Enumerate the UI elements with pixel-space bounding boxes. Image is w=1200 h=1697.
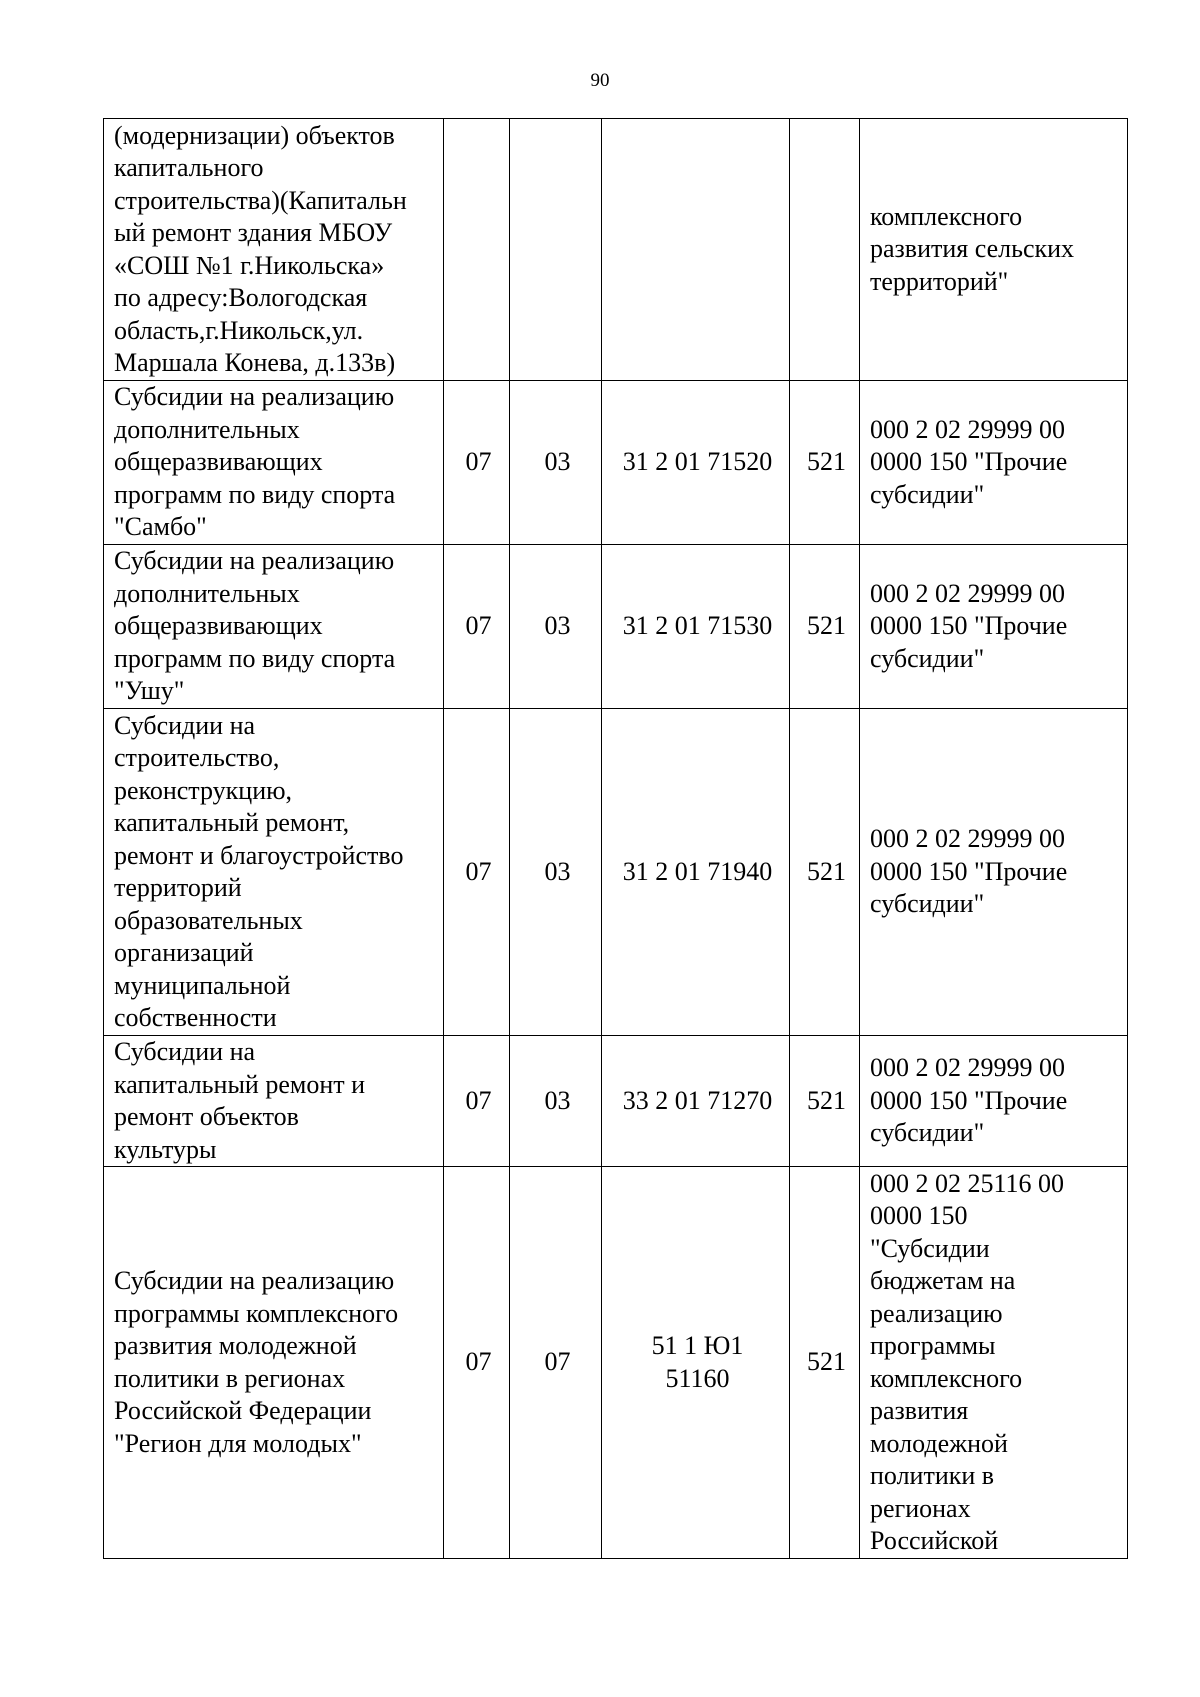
target-code: 33 2 01 71270 <box>622 1085 773 1115</box>
type-cell <box>790 119 860 381</box>
row-name: Субсидии на реализацию дополнительных общеразвивающих программ по виду спорта "Самбо" <box>114 382 396 542</box>
target-code: 31 2 01 71940 <box>622 856 773 886</box>
section-code: 07 <box>465 1347 492 1377</box>
type-cell <box>790 709 860 1036</box>
target-code: 51 1 Ю1 51160 <box>651 1331 744 1393</box>
income-code: комплексного развития сельских территорий" <box>870 201 1075 296</box>
target-cell <box>602 119 790 381</box>
subsection-code: 03 <box>544 611 571 641</box>
subsection-cell <box>510 381 602 545</box>
target-code: 31 2 01 71530 <box>622 611 773 641</box>
income-code: 000 2 02 29999 00 0000 150 "Прочие субсидии" <box>870 824 1068 919</box>
section-cell <box>444 1167 510 1559</box>
target-code: 31 2 01 71520 <box>622 447 773 477</box>
type-code: 521 <box>807 856 846 886</box>
type-code: 521 <box>807 1347 846 1377</box>
section-cell <box>444 1036 510 1167</box>
row-name-cell <box>104 381 444 545</box>
row-name-cell <box>104 1167 444 1559</box>
type-cell <box>790 545 860 709</box>
subsection-cell <box>510 545 602 709</box>
page-number: 90 <box>590 70 610 91</box>
type-cell <box>790 1167 860 1559</box>
table-row <box>104 1036 1128 1167</box>
subsection-cell <box>510 1167 602 1559</box>
row-name: (модернизации) объектов капитального строительства)(Капитальн ый ремонт здания МБОУ «СОШ №1 г.Никольска» по адресу:Вологодская область,г.Никольск,ул. Маршала Конева, д.133в) <box>114 120 407 377</box>
section-cell <box>444 119 510 381</box>
row-name: Субсидии на реализацию программы комплексного развития молодежной политики в регионах Российской Федерации "Регион для молодых" <box>114 1266 399 1458</box>
type-code: 521 <box>807 1085 846 1115</box>
income-cell <box>860 1167 1128 1559</box>
section-code: 07 <box>465 447 492 477</box>
row-name: Субсидии на капитальный ремонт и ремонт объектов культуры <box>114 1037 366 1164</box>
row-name-cell <box>104 1036 444 1167</box>
income-cell <box>860 381 1128 545</box>
table-row <box>104 545 1128 709</box>
row-name-cell <box>104 545 444 709</box>
row-name-cell <box>104 709 444 1036</box>
target-cell <box>602 381 790 545</box>
income-code: 000 2 02 29999 00 0000 150 "Прочие субсидии" <box>870 414 1068 509</box>
income-code: 000 2 02 29999 00 0000 150 "Прочие субсидии" <box>870 578 1068 673</box>
subsection-cell <box>510 1036 602 1167</box>
table-row <box>104 119 1128 381</box>
row-name: Субсидии на строительство, реконструкцию, капитальный ремонт, ремонт и благоустройство территорий образовательных организаций муниципальной собственности <box>114 710 404 1032</box>
table-row <box>104 381 1128 545</box>
subsection-code: 03 <box>544 856 571 886</box>
target-cell <box>602 709 790 1036</box>
section-cell <box>444 545 510 709</box>
table-row <box>104 709 1128 1036</box>
target-cell <box>602 545 790 709</box>
section-code: 07 <box>465 1085 492 1115</box>
income-cell <box>860 545 1128 709</box>
subsection-code: 03 <box>544 1085 571 1115</box>
income-cell <box>860 1036 1128 1167</box>
row-name: Субсидии на реализацию дополнительных общеразвивающих программ по виду спорта "Ушу" <box>114 546 396 706</box>
section-cell <box>444 381 510 545</box>
income-code: 000 2 02 29999 00 0000 150 "Прочие субсидии" <box>870 1053 1068 1148</box>
income-cell <box>860 119 1128 381</box>
type-cell <box>790 1036 860 1167</box>
subsection-cell <box>510 709 602 1036</box>
target-cell <box>602 1036 790 1167</box>
section-code: 07 <box>465 611 492 641</box>
subsection-code: 07 <box>544 1347 571 1377</box>
target-cell <box>602 1167 790 1559</box>
table-row <box>104 1167 1128 1559</box>
type-cell <box>790 381 860 545</box>
row-name-cell <box>104 119 444 381</box>
income-cell <box>860 709 1128 1036</box>
type-code: 521 <box>807 447 846 477</box>
section-cell <box>444 709 510 1036</box>
type-code: 521 <box>807 611 846 641</box>
section-code: 07 <box>465 856 492 886</box>
budget-table <box>103 118 1128 1559</box>
subsection-cell <box>510 119 602 381</box>
subsection-code: 03 <box>544 447 571 477</box>
income-code: 000 2 02 25116 00 0000 150 "Субсидии бюджетам на реализацию программы комплексного развития молодежной политики в регионах Российской <box>870 1168 1065 1555</box>
